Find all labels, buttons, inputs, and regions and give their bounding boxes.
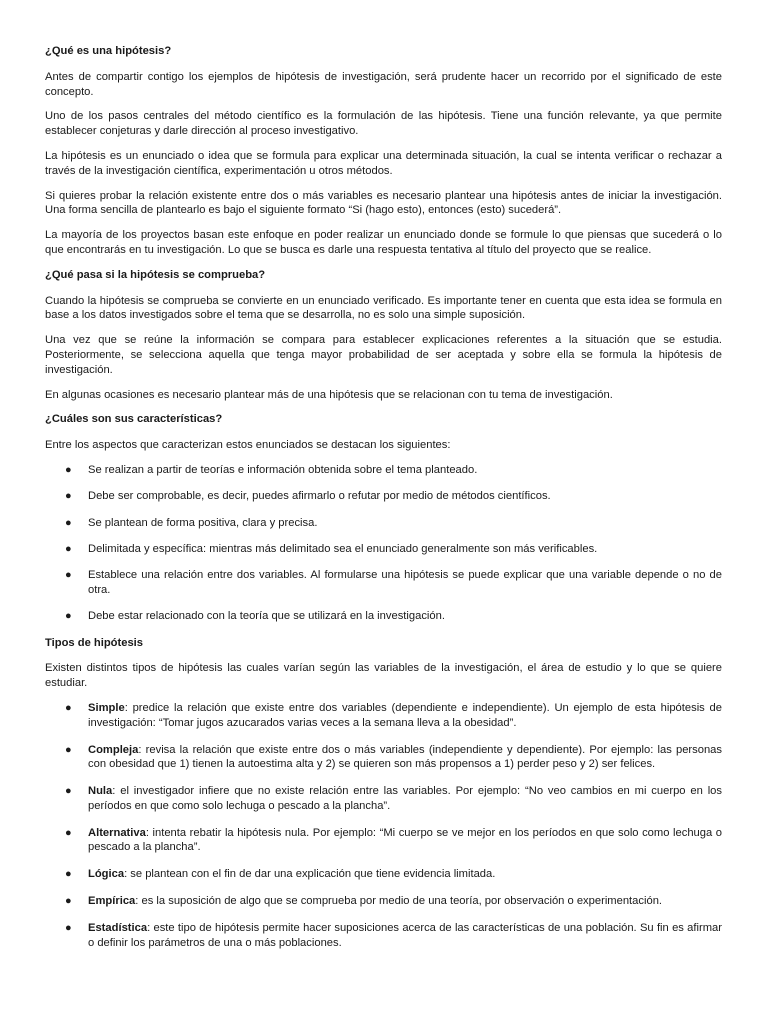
document-body xyxy=(45,44,722,962)
list-item xyxy=(45,542,722,557)
paragraph: La mayoría de los proyectos basan este enfoque en poder realizar un enunciado donde se formule lo que piensas que sucederá o lo que encontrarás en tu investigación. Lo que se busca es darle una respuesta tentativa al título del proyecto que se realice. xyxy=(45,229,722,256)
section-intro: Existen distintos tipos de hipótesis las cuales varían según las variables de la investigación, el área de estudio y lo que se quiere estudiar. xyxy=(45,662,722,690)
list-item xyxy=(45,568,722,598)
list-item-text: Debe estar relacionado con la teoría que se utilizará en la investigación. xyxy=(88,610,445,623)
type-description: : este tipo de hipótesis permite hacer suposiciones acerca de las características de una población. Su fin es afirmar o definir los parámetros de una o más poblaciones. xyxy=(88,921,722,949)
bullet-icon: ● xyxy=(65,569,72,582)
type-item xyxy=(45,921,722,951)
paragraph: Si quieres probar la relación existente entre dos o más variables es necesario plantear una hipótesis antes de iniciar la investigación. Una forma sencilla de plantearlo es bajo el siguiente formato “Si (hago esto), entonces (esto) sucederá”. xyxy=(45,189,722,217)
bullet-icon: ● xyxy=(65,610,72,623)
paragraph: La hipótesis es un enunciado o idea que se formula para explicar una determinada situación, la cual se intenta verificar o rechazar a través de la investigación científica, experimentación u otros métodos. xyxy=(45,149,722,177)
type-term: Nula xyxy=(88,785,113,798)
characteristics-list xyxy=(45,463,722,624)
list-item xyxy=(45,609,722,624)
type-description: : revisa la relación que existe entre dos o más variables (independiente y dependiente). Por ejemplo: las personas con obesidad que 1) tienen la autoestima alta y 2) se quieren son más propensos a 1) perder peso y 2) ser felices. xyxy=(88,743,722,771)
type-item xyxy=(45,784,722,814)
paragraph: Una vez que se reúne la información se compara para establecer explicaciones referentes a la situación que se estudia. Posteriormente, se selecciona aquella que tenga mayor probabilidad de ser aceptada y sobre ella se formula la hipótesis de investigación. xyxy=(45,334,722,376)
bullet-icon: ● xyxy=(65,895,72,908)
paragraph: Cuando la hipótesis se comprueba se convierte en un enunciado verificado. Es importante tener en cuenta que esta idea se formula en base a los datos investigados sobre el tema que se desarrolla, no es solo una simple suposición. xyxy=(45,294,722,322)
bullet-icon: ● xyxy=(65,516,72,529)
bullet-icon: ● xyxy=(65,701,72,714)
bullet-icon: ● xyxy=(65,921,72,934)
type-description: : se plantean con el fin de dar una explicación que tiene evidencia limitada. xyxy=(124,868,496,881)
paragraph: En algunas ocasiones es necesario plantear más de una hipótesis que se relacionan con tu tema de investigación. xyxy=(45,388,613,401)
bullet-icon: ● xyxy=(65,785,72,798)
section-heading: ¿Qué es una hipótesis? xyxy=(45,45,172,57)
section-heading: ¿Qué pasa si la hipótesis se comprueba? xyxy=(45,268,266,281)
type-item xyxy=(45,867,722,882)
type-item xyxy=(45,743,722,773)
list-item xyxy=(45,516,722,531)
type-item xyxy=(45,894,722,909)
hypothesis-types-list xyxy=(45,701,722,951)
type-description: : el investigador infiere que no existe relación entre las variables. Por ejemplo: “No veo cambios en mi cuerpo en los períodos en que como solo lechuga o pescado a la plancha”. xyxy=(88,785,722,812)
type-term: Empírica xyxy=(88,895,136,908)
bullet-icon: ● xyxy=(65,463,72,476)
type-term: Alternativa xyxy=(88,826,146,839)
bullet-icon: ● xyxy=(65,542,72,555)
section-heading: Tipos de hipótesis xyxy=(45,636,144,649)
type-description: : intenta rebatir la hipótesis nula. Por ejemplo: “Mi cuerpo se ve mejor en los períodos en que solo como lechuga o pescado a la plancha”. xyxy=(88,826,722,854)
list-item-text: Debe ser comprobable, es decir, puedes afirmarlo o refutar por medio de métodos científicos. xyxy=(88,490,551,503)
list-item-text: Se realizan a partir de teorías e información obtenida sobre el tema planteado. xyxy=(88,463,478,476)
type-description: : es la suposición de algo que se comprueba por medio de una teoría, por observación o experimentación. xyxy=(135,895,663,908)
type-item xyxy=(45,701,722,731)
type-term: Estadística xyxy=(88,921,148,934)
type-item xyxy=(45,826,722,856)
list-item-text: Delimitada y específica: mientras más delimitado sea el enunciado generalmente son más verificables. xyxy=(88,542,598,555)
type-term: Simple xyxy=(88,701,125,714)
paragraph: Uno de los pasos centrales del método científico es la formulación de las hipótesis. Tiene una función relevante, ya que permite establecer conjeturas y darle dirección al proceso investigativo. xyxy=(45,110,722,138)
list-item-text: Se plantean de forma positiva, clara y precisa. xyxy=(88,516,318,529)
type-term: Compleja xyxy=(88,743,139,756)
section-heading: ¿Cuáles son sus características? xyxy=(45,413,223,426)
list-item xyxy=(45,489,722,504)
type-description: : predice la relación que existe entre dos variables (dependiente e independiente). Un ejemplo de esta hipótesis de investigación: “Tomar jugos azucarados varias veces a la semana lleva a la obesidad”. xyxy=(88,701,722,729)
paragraph: Antes de compartir contigo los ejemplos de hipótesis de investigación, será prudente hacer un recorrido por el significado de este concepto. xyxy=(45,70,722,98)
section-intro: Entre los aspectos que caracterizan estos enunciados se destacan los siguientes: xyxy=(45,439,451,452)
bullet-icon: ● xyxy=(65,490,72,503)
type-term: Lógica xyxy=(88,868,125,881)
bullet-icon: ● xyxy=(65,743,72,756)
bullet-icon: ● xyxy=(65,868,72,881)
list-item-text: Establece una relación entre dos variables. Al formularse una hipótesis se puede explicar que una variable depende o no de otra. xyxy=(88,569,722,596)
list-item xyxy=(45,463,722,478)
bullet-icon: ● xyxy=(65,826,72,839)
